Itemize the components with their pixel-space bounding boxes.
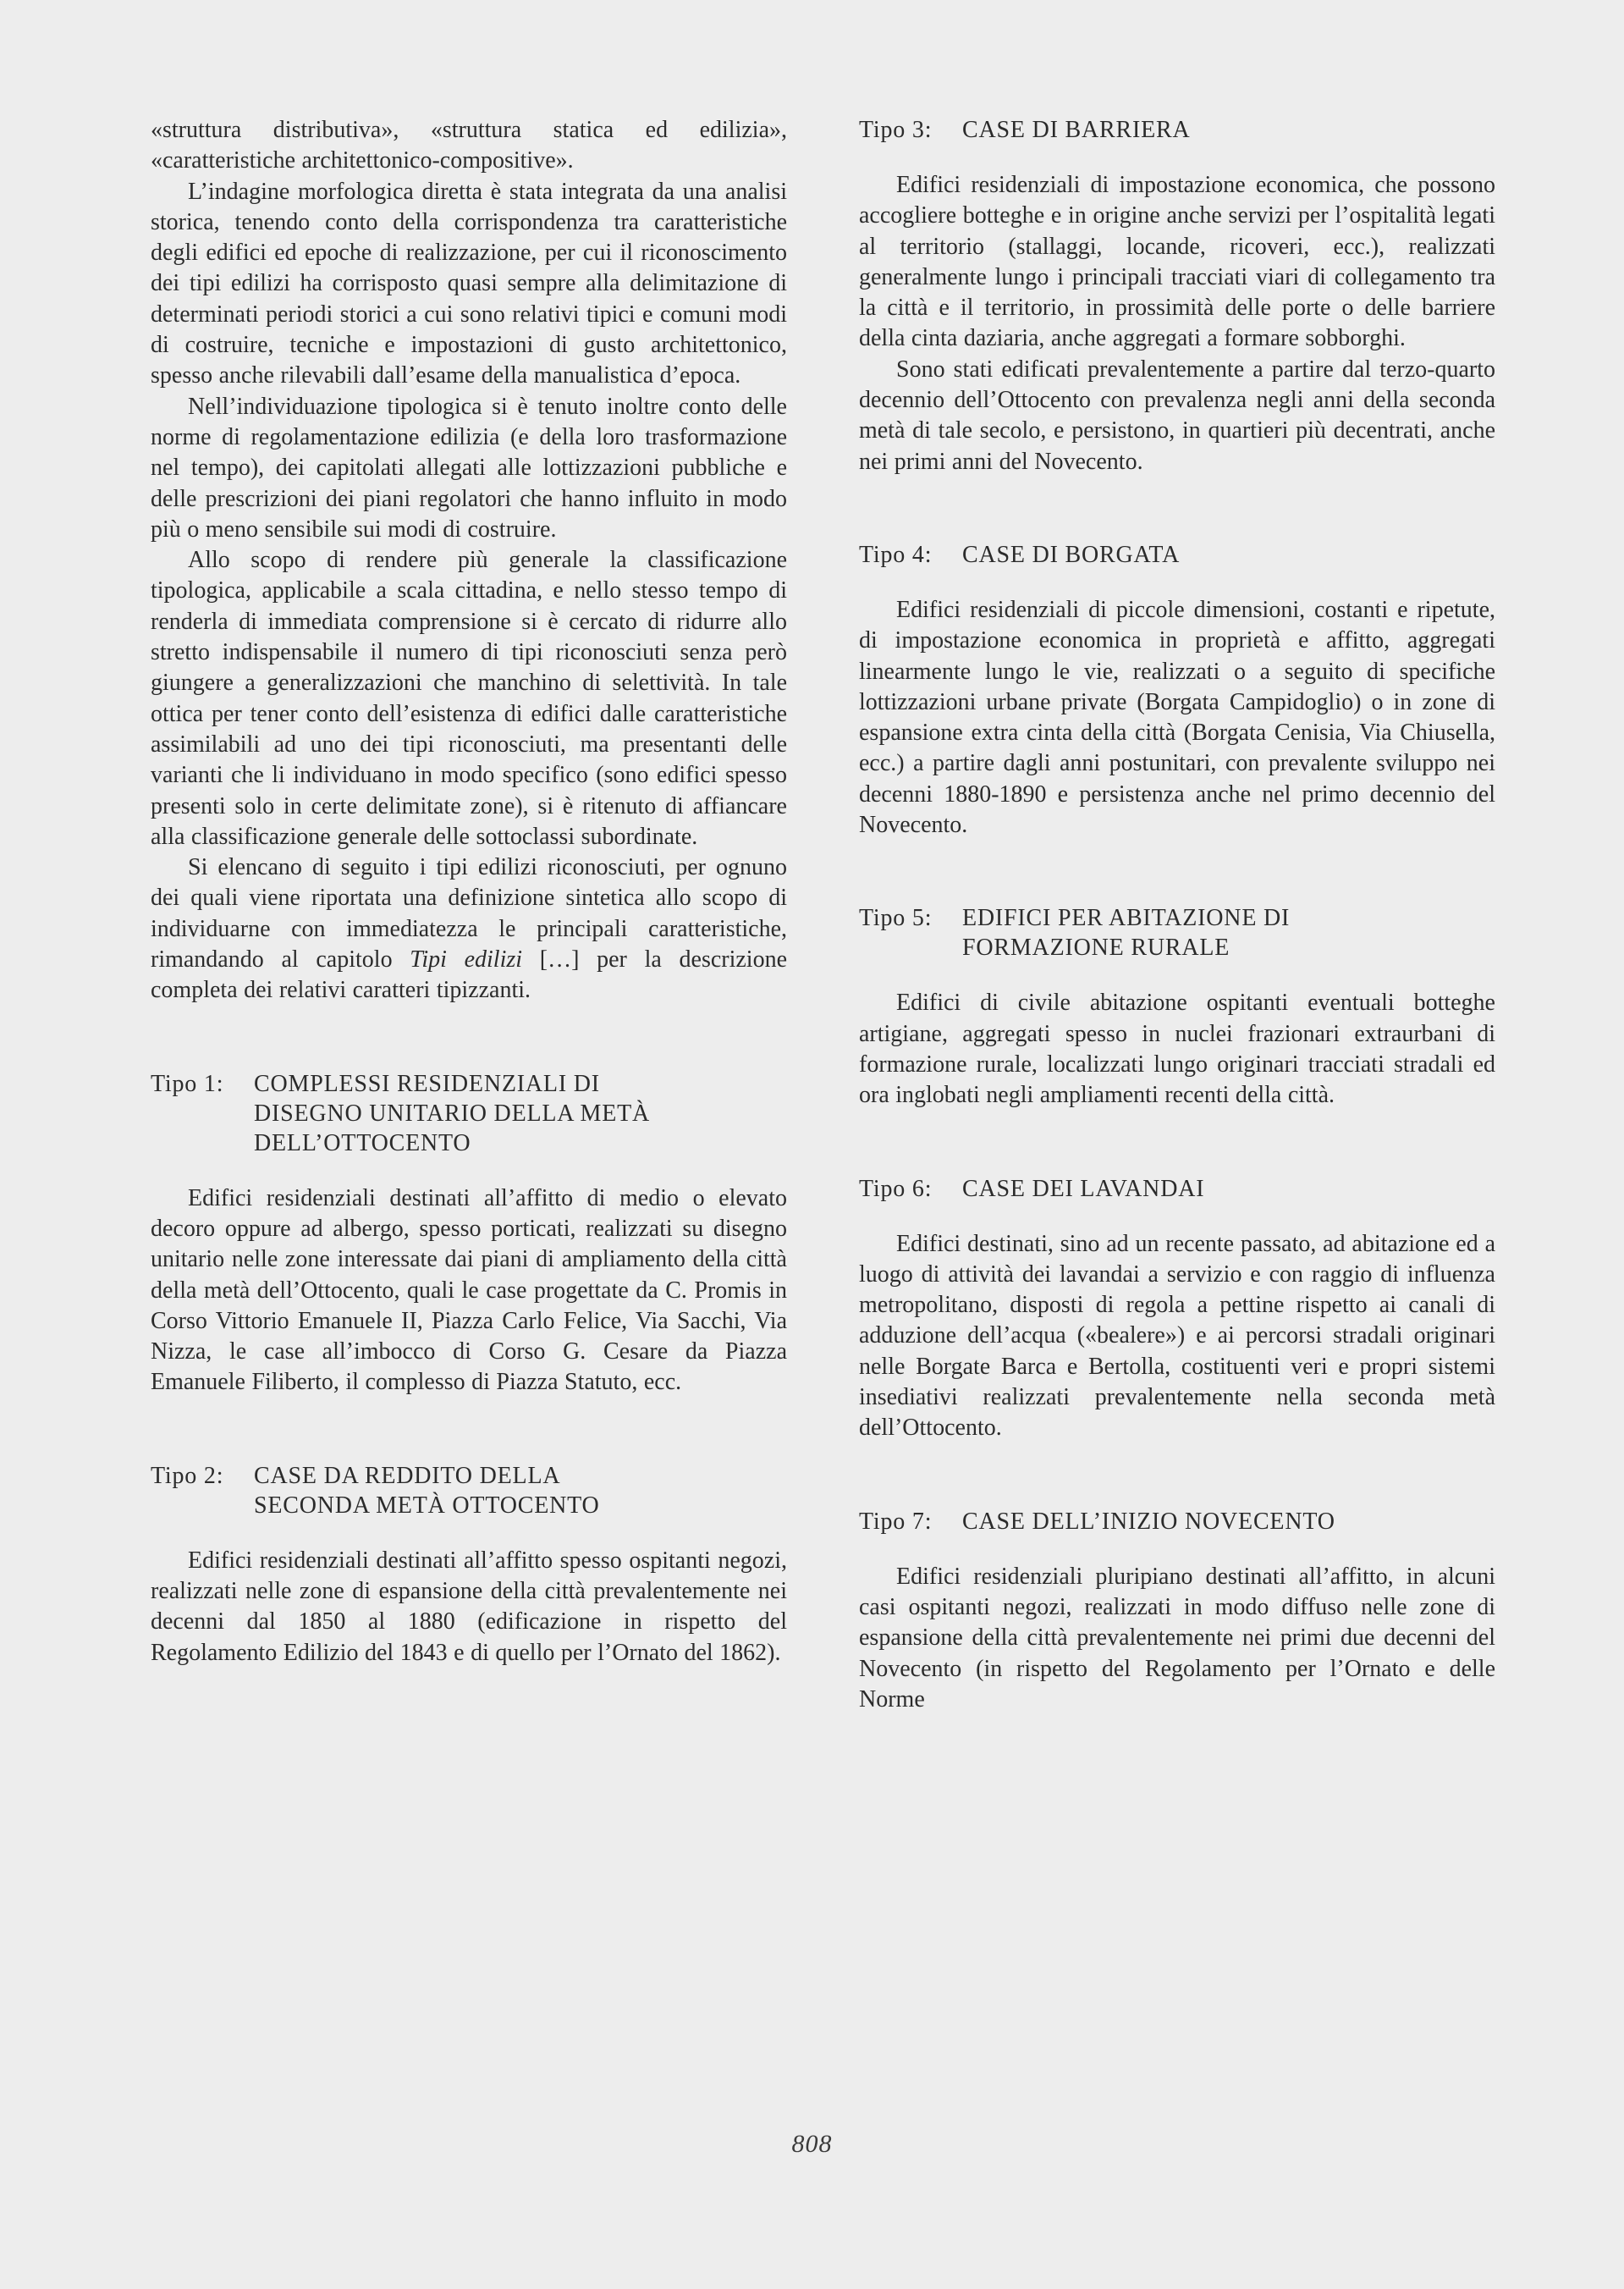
title-line: COMPLESSI RESIDENZIALI DI (254, 1070, 600, 1097)
intro-paragraph-last (151, 852, 787, 1006)
section-text: Edifici destinati, sino ad un recente passato, ad abitazione ed a luogo di attività dei lavandai a servizio e con raggio di influenza metropolitano, disposti di regola a pettine rispetto ai canali di adduzione dell’acqua («bealere») e ai percorsi stradali originari nelle Borgate Barca e Bertolla, costituenti veri e propri sistemi insediativi realizzati prevalentemente nella seconda metà dell’Ottocento. (859, 1230, 1495, 1442)
section-title (962, 1174, 1204, 1204)
section-tipo-4 (859, 540, 1495, 841)
intro-paragraph: L’indagine morfologica diretta è stata integrata da una analisi storica, tenendo conto della corrispondenza tra caratteristiche degli edifici ed epoche di realizzazione, per cui il riconoscimento dei tipi edilizi ha corrisposto quasi sempre alla delimitazione di determinati periodi storici a cui sono relativi tipici e comuni modi di costruire, tecniche e impostazioni di gusto architettonico, spesso anche rilevabili dall’esame della manualistica d’epoca. (151, 178, 787, 389)
section-text: Edifici di civile abitazione ospitanti eventuali botteghe artigiane, aggregati spesso in nuclei frazionari extraurbani di formazione rurale, localizzati lungo originari tracciati stradali ed ora inglobati negli ampliamenti recenti della città. (859, 990, 1495, 1109)
right-column (859, 115, 1495, 1715)
title-line: EDIFICI PER ABITAZIONE DI (962, 905, 1291, 932)
section-text: Sono stati edificati prevalentemente a partire dal terzo-quarto decennio dell’Ottocento con prevalenza negli anni della seconda metà di tale secolo, e persistono, in quartieri più decentrati, anche nei primi anni del Novecento. (859, 356, 1495, 475)
section-title (962, 115, 1191, 145)
section-heading (859, 903, 1495, 962)
section-heading (151, 1069, 787, 1158)
section-heading (859, 1174, 1495, 1204)
section-tipo-2 (151, 1461, 787, 1668)
section-text: Edifici residenziali destinati all’affitto spesso ospitanti negozi, realizzati nelle zone di espansione della città prevalentemente nei decenni dal 1850 al 1880 (edificazione in rispetto del Regolamento Edilizio del 1843 e di quello per l’Ornato del 1862). (151, 1547, 787, 1666)
title-line: CASE DA REDDITO DELLA (254, 1462, 561, 1489)
title-line: CASE DI BORGATA (962, 541, 1181, 568)
section-heading (859, 1507, 1495, 1536)
page-number: 808 (791, 2130, 833, 2158)
tipo-label: Tipo 6: (859, 1175, 933, 1202)
paragraph-text: […] per la descrizione completa dei relativi caratteri tipizzanti. (151, 946, 788, 1004)
title-line: DELL’OTTOCENTO (254, 1129, 471, 1156)
section-text: Edifici residenziali pluripiano destinati all’affitto, in alcuni casi ospitanti negozi, realizzati in modo diffuso nelle zone di espansione della città prevalentemente nei primi due decenni del Novecento (in rispetto del Regolamento per l’Ornato e delle Norme (859, 1563, 1495, 1713)
section-text: Edifici residenziali di impostazione economica, che possono accogliere botteghe e in origine anche servizi per l’ospitalità legati al territorio (stallaggi, locande, ricoveri, ecc.), realizzati generalmente lungo i principali tracciati viari di collegamento tra la città e il territorio, in prossimità delle porte o delle barriere della cinta daziaria, anche aggregati a formare sobborghi. (859, 172, 1495, 352)
title-line: SECONDA METÀ OTTOCENTO (254, 1492, 600, 1519)
title-line: CASE DELL’INIZIO NOVECENTO (962, 1508, 1335, 1535)
section-title (962, 903, 1290, 962)
section-heading (859, 115, 1495, 145)
section-tipo-5 (859, 903, 1495, 1111)
tipo-label: Tipo 7: (859, 1508, 933, 1535)
chapter-reference: Tipi edilizi (410, 946, 523, 974)
left-column (151, 115, 787, 1668)
tipo-label: Tipo 5: (859, 905, 933, 932)
tipo-label: Tipo 2: (151, 1462, 224, 1489)
intro-paragraph: Allo scopo di rendere più generale la classificazione tipologica, applicabile a scala cittadina, e nello stesso tempo di renderla di immediata comprensione si è cercato di ridurre allo stretto indispensabile il numero di tipi riconosciuti senza però giungere a generalizzazioni che manchino di selettività. In tale ottica per tener conto dell’esistenza di edifici dalle caratteristiche assimilabili ad uno dei tipi riconosciuti, ma presentanti delle varianti che li individuano in modo specifico (sono edifici spesso presenti solo in certe delimitate zone), si è ritenuto di affiancare alla classificazione generale delle sottoclassi subordinate. (151, 547, 787, 850)
section-text: Edifici residenziali di piccole dimensioni, costanti e ripetute, di impostazione economica in proprietà e affitto, aggregati linearmente lungo le vie, realizzati o a seguito di specifiche lottizzazioni urbane private (Borgata Campidoglio) o in zone di espansione extra cinta della città (Borgata Cenisia, Via Chiusella, ecc.) a partire dagli anni postunitari, con prevalente sviluppo nei decenni 1880-1890 e persistenza anche nel primo decennio del Novecento. (859, 596, 1495, 839)
intro-paragraph: Nell’individuazione tipologica si è tenuto inoltre conto delle norme di regolamentazione edilizia (e della loro trasformazione nel tempo), dei capitolati allegati alle lottizzazioni pubbliche e delle prescrizioni dei piani regolatori che hanno influito in modo più o meno sensibile sui modi di costruire. (151, 393, 787, 543)
section-title (254, 1461, 600, 1520)
section-text: Edifici residenziali destinati all’affitto di medio o elevato decoro oppure ad albergo, spesso porticati, realizzati su disegno unitario nelle zone interessate dai piani di ampliamento della città della metà dell’Ottocento, quali le case progettate da C. Promis in Corso Vittorio Emanuele II, Piazza Carlo Felice, Via Sacchi, Via Nizza, le case all’imbocco di Corso G. Cesare da Piazza Emanuele Filiberto, il complesso di Piazza Statuto, ecc. (151, 1184, 787, 1396)
section-title (254, 1069, 650, 1158)
section-tipo-1 (151, 1069, 787, 1398)
title-line: DISEGNO UNITARIO DELLA METÀ (254, 1100, 651, 1127)
tipo-label: Tipo 3: (859, 117, 933, 143)
title-line: CASE DI BARRIERA (962, 117, 1191, 143)
section-title (962, 540, 1180, 570)
tipo-label: Tipo 1: (151, 1070, 224, 1097)
title-line: FORMAZIONE RURALE (962, 935, 1230, 962)
tipo-label: Tipo 4: (859, 541, 933, 568)
intro-paragraph: «struttura distributiva», «struttura statica ed edilizia», «caratteristiche architettonico-compositive». (151, 117, 787, 174)
paragraph-text: Si elencano di seguito i tipi edilizi riconosciuti, per ognuno dei quali viene riportata una definizione sintetica allo scopo di individuarne con immediatezza le principali caratteristiche, rimandando al capitolo (151, 854, 787, 974)
section-tipo-3 (859, 115, 1495, 477)
section-heading (859, 540, 1495, 570)
title-line: CASE DEI LAVANDAI (962, 1175, 1205, 1202)
section-tipo-7 (859, 1507, 1495, 1715)
section-tipo-6 (859, 1174, 1495, 1444)
section-title (962, 1507, 1335, 1536)
section-heading (151, 1461, 787, 1520)
